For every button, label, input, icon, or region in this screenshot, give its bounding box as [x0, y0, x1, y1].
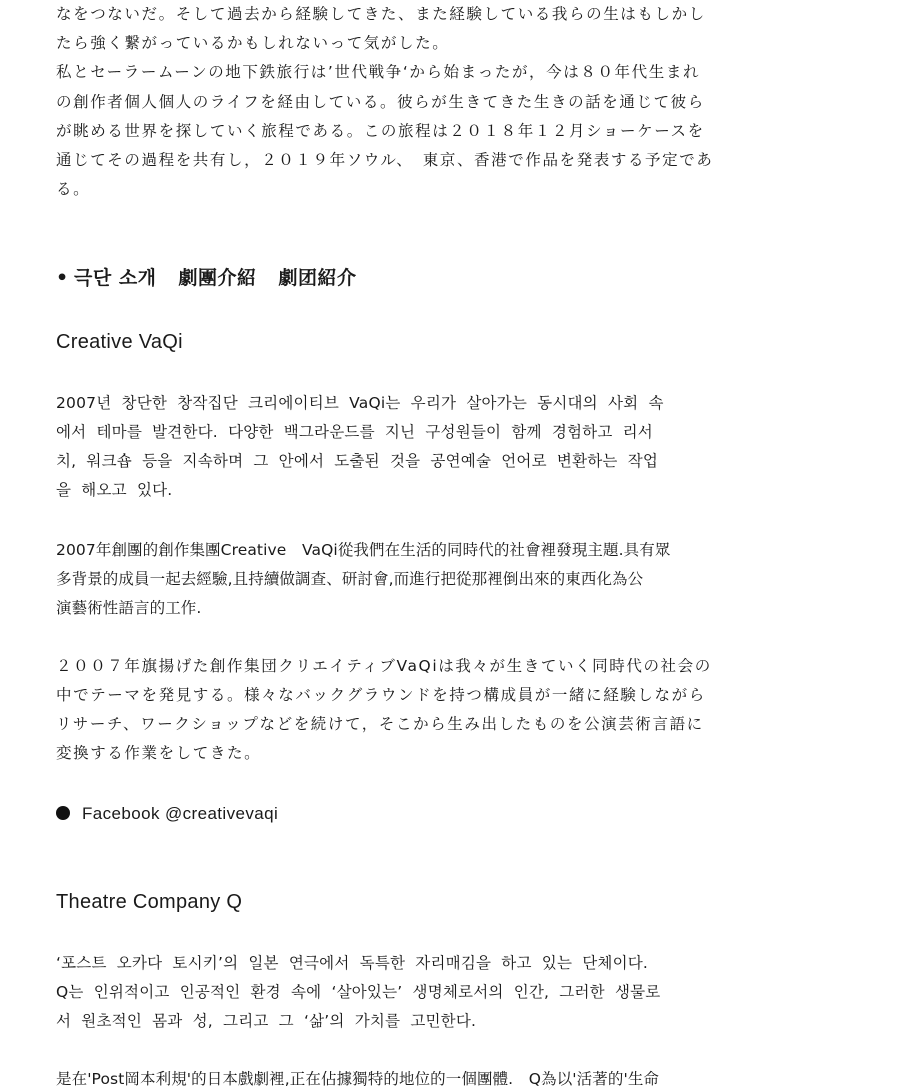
paragraph-line: 서 원초적인 몸과 성, 그리고 그 ‘삶’의 가치를 고민한다. — [56, 1012, 477, 1030]
paragraph-line: 을 해오고 있다. — [56, 481, 173, 499]
intro-line: たら強く繋がっているかもしれないって気がした。 — [56, 34, 450, 52]
paragraph-line: ２００７年旗揚げた創作集団クリエイティブVaQiは我々が生きていく同時代の社会の — [56, 657, 712, 675]
intro-line: 通じてその過程を共有し，２０１９年ソウル、 東京、香港で作品を発表する予定であ — [56, 151, 714, 169]
intro-line: が眺める世界を探していく旅程である。この旅程は２０１８年１２月ショーケースを — [56, 122, 705, 140]
paragraph-line: 中でテーマを発見する。様々なバックグラウンドを持つ構成員が一緒に経験しながら — [56, 686, 706, 704]
paragraph-line: 치, 워크숍 등을 지속하며 그 안에서 도출된 것을 공연예술 언어로 변환하는 작업 — [56, 452, 659, 470]
paragraph-line: 多背景的成員一起去經驗,且持續做調查、研討會,而進行把從那裡倒出來的東西化為公 — [56, 570, 644, 588]
paragraph-line: 에서 테마를 발견한다. 다양한 백그라운드를 지닌 구성원들이 함께 경험하고 리서 — [56, 423, 653, 441]
facebook-link[interactable] — [56, 803, 278, 825]
intro-line: る。 — [56, 180, 91, 198]
bullet-icon: • — [56, 267, 69, 289]
paragraph-line: 是在'Post岡本利規'的日本戲劇裡,正在佔據獨特的地位的一個團體. Q為以'活著的'生命 — [56, 1070, 660, 1088]
paragraph-line: リサーチ、ワークショップなどを続けて，そこから生み出したものを公演芸術言語に — [56, 715, 704, 733]
paragraph-line: ‘포스트 오카다 토시키’의 일본 연극에서 독특한 자리매김을 하고 있는 단체이다. — [56, 954, 649, 972]
section-title-sc: 劇团紹介 — [278, 267, 357, 289]
paragraph-line: Q는 인위적이고 인공적인 환경 속에 ‘살아있는’ 생명체로서의 인간, 그러한 생물로 — [56, 983, 661, 1001]
section-heading — [56, 266, 357, 290]
paragraph-line: 2007년 창단한 창작집단 크리에이티브 VaQi는 우리가 살아가는 동시대의 사회 속 — [56, 394, 664, 412]
section-title-tc: 劇團介紹 — [178, 267, 257, 289]
bullet-dot-icon — [56, 806, 70, 820]
intro-line: 私とセーラームーンの地下鉄旅行は’世代戦争‘から始まったが，今は８０年代生まれ — [56, 63, 701, 81]
intro-line: の創作者個人個人のライフを経由している。彼らが生きてきた生きの話を通じて彼ら — [56, 93, 705, 111]
paragraph-line: 変換する作業をしてきた。 — [56, 744, 262, 762]
paragraph-line: 2007年創團的創作集團Creative VaQi從我們在生活的同時代的社會裡發現主題.具有眾 — [56, 541, 671, 559]
company-name-q: Theatre Company Q — [56, 891, 243, 913]
company-name-vaqi: Creative VaQi — [56, 331, 183, 353]
facebook-label: Facebook @creativevaqi — [82, 804, 279, 823]
intro-line: なをつないだ。そして過去から経験してきた、また経験している我らの生はもしかし — [56, 5, 706, 23]
section-title-kr: 극단 소개 — [74, 267, 157, 289]
paragraph-line: 演藝術性語言的工作. — [56, 599, 202, 617]
